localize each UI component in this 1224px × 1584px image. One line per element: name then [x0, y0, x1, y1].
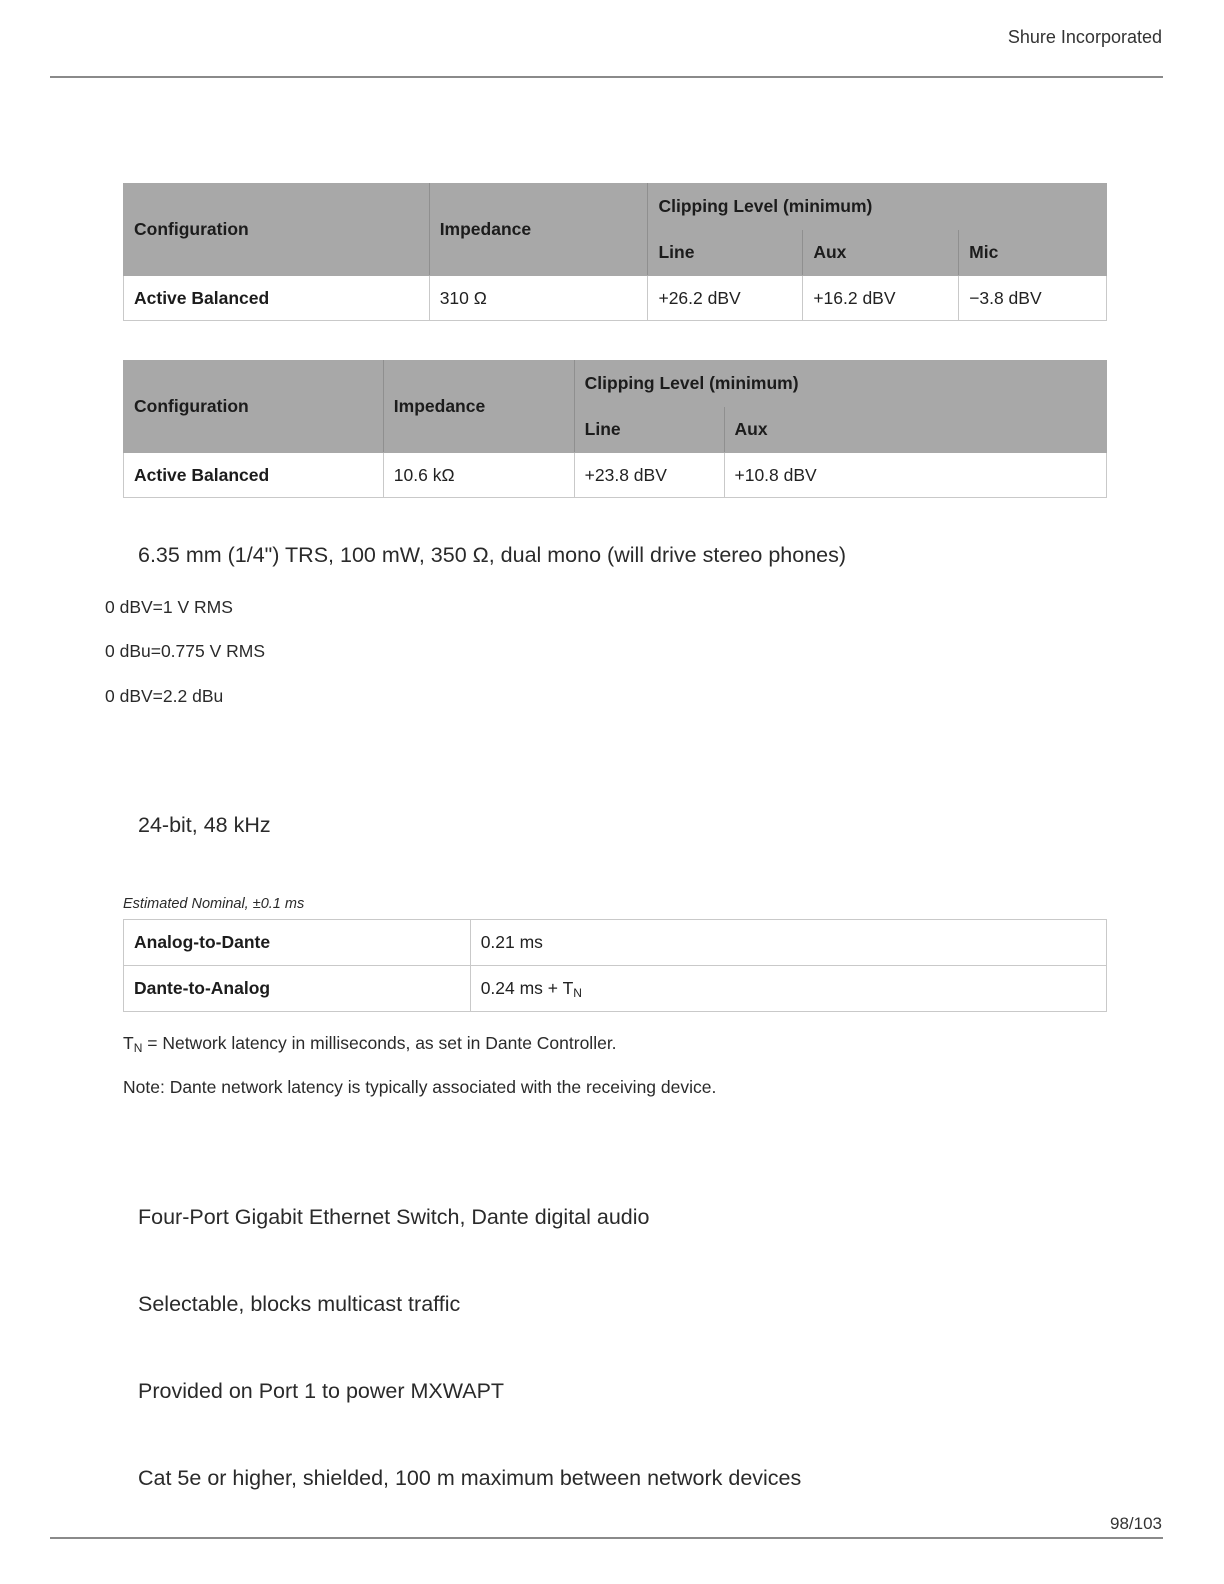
cell-line: +23.8 dBV — [574, 453, 724, 498]
latency-label: Analog-to-Dante — [124, 920, 471, 966]
latency-value: 0.21 ms — [470, 920, 1106, 966]
header-configuration: Configuration — [124, 361, 384, 453]
cell-aux: +10.8 dBV — [724, 453, 1107, 498]
header-configuration: Configuration — [124, 184, 430, 276]
note-dbv: 0 dBV=1 V RMS — [105, 597, 233, 617]
table-row — [124, 453, 1107, 498]
cell-configuration: Active Balanced — [124, 276, 430, 321]
tn-note — [123, 1033, 617, 1055]
header-line: Line — [648, 230, 803, 276]
dante-latency-note: Note: Dante network latency is typically associated with the receiving device. — [123, 1077, 717, 1097]
header-clipping-level: Clipping Level (minimum) — [574, 361, 1106, 407]
header-line: Line — [574, 407, 724, 453]
latency-caption: Estimated Nominal, ±0.1 ms — [123, 896, 305, 912]
tn-note-text: = Network latency in milliseconds, as set in Dante Controller. — [142, 1033, 617, 1053]
latency-table — [123, 919, 1107, 1012]
latency-value — [470, 966, 1106, 1012]
cable-spec: Cat 5e or higher, shielded, 100 m maximum between network devices — [138, 1466, 802, 1490]
header-rule — [50, 76, 1163, 78]
poe-spec: Provided on Port 1 to power MXWAPT — [138, 1379, 505, 1403]
cell-impedance: 10.6 kΩ — [383, 453, 574, 498]
cell-aux: +16.2 dBV — [803, 276, 959, 321]
cell-impedance: 310 Ω — [429, 276, 648, 321]
headphone-spec: 6.35 mm (1/4") TRS, 100 mW, 350 Ω, dual mono (will drive stereo phones) — [138, 543, 847, 567]
latency-value-text: 0.24 ms + T — [480, 977, 574, 998]
note-conversion: 0 dBV=2.2 dBu — [105, 686, 224, 706]
latency-value-subscript: N — [573, 985, 582, 1000]
network-interface-spec: Four-Port Gigabit Ethernet Switch, Dante digital audio — [138, 1205, 650, 1229]
header-company: Shure Incorporated — [1007, 27, 1162, 47]
table-row — [124, 920, 1107, 966]
tn-symbol: T — [123, 1033, 134, 1053]
cell-line: +26.2 dBV — [648, 276, 803, 321]
header-aux: Aux — [724, 407, 1107, 453]
header-mic: Mic — [959, 230, 1107, 276]
input-clipping-table — [123, 183, 1107, 321]
tn-subscript: N — [133, 1041, 143, 1055]
footer-rule — [50, 1537, 1163, 1539]
page-number: 98/103 — [1110, 1514, 1162, 1533]
header-clipping-level: Clipping Level (minimum) — [648, 184, 1107, 230]
output-clipping-table — [123, 360, 1107, 498]
cell-mic: −3.8 dBV — [959, 276, 1107, 321]
header-aux: Aux — [803, 230, 959, 276]
multicast-spec: Selectable, blocks multicast traffic — [138, 1292, 461, 1316]
latency-label: Dante-to-Analog — [124, 966, 471, 1012]
cell-configuration: Active Balanced — [124, 453, 384, 498]
table-row — [124, 276, 1107, 321]
bit-depth-spec: 24-bit, 48 kHz — [138, 813, 271, 837]
header-impedance: Impedance — [383, 361, 574, 453]
header-impedance: Impedance — [429, 184, 648, 276]
table-row — [124, 966, 1107, 1012]
note-dbu: 0 dBu=0.775 V RMS — [105, 641, 266, 661]
